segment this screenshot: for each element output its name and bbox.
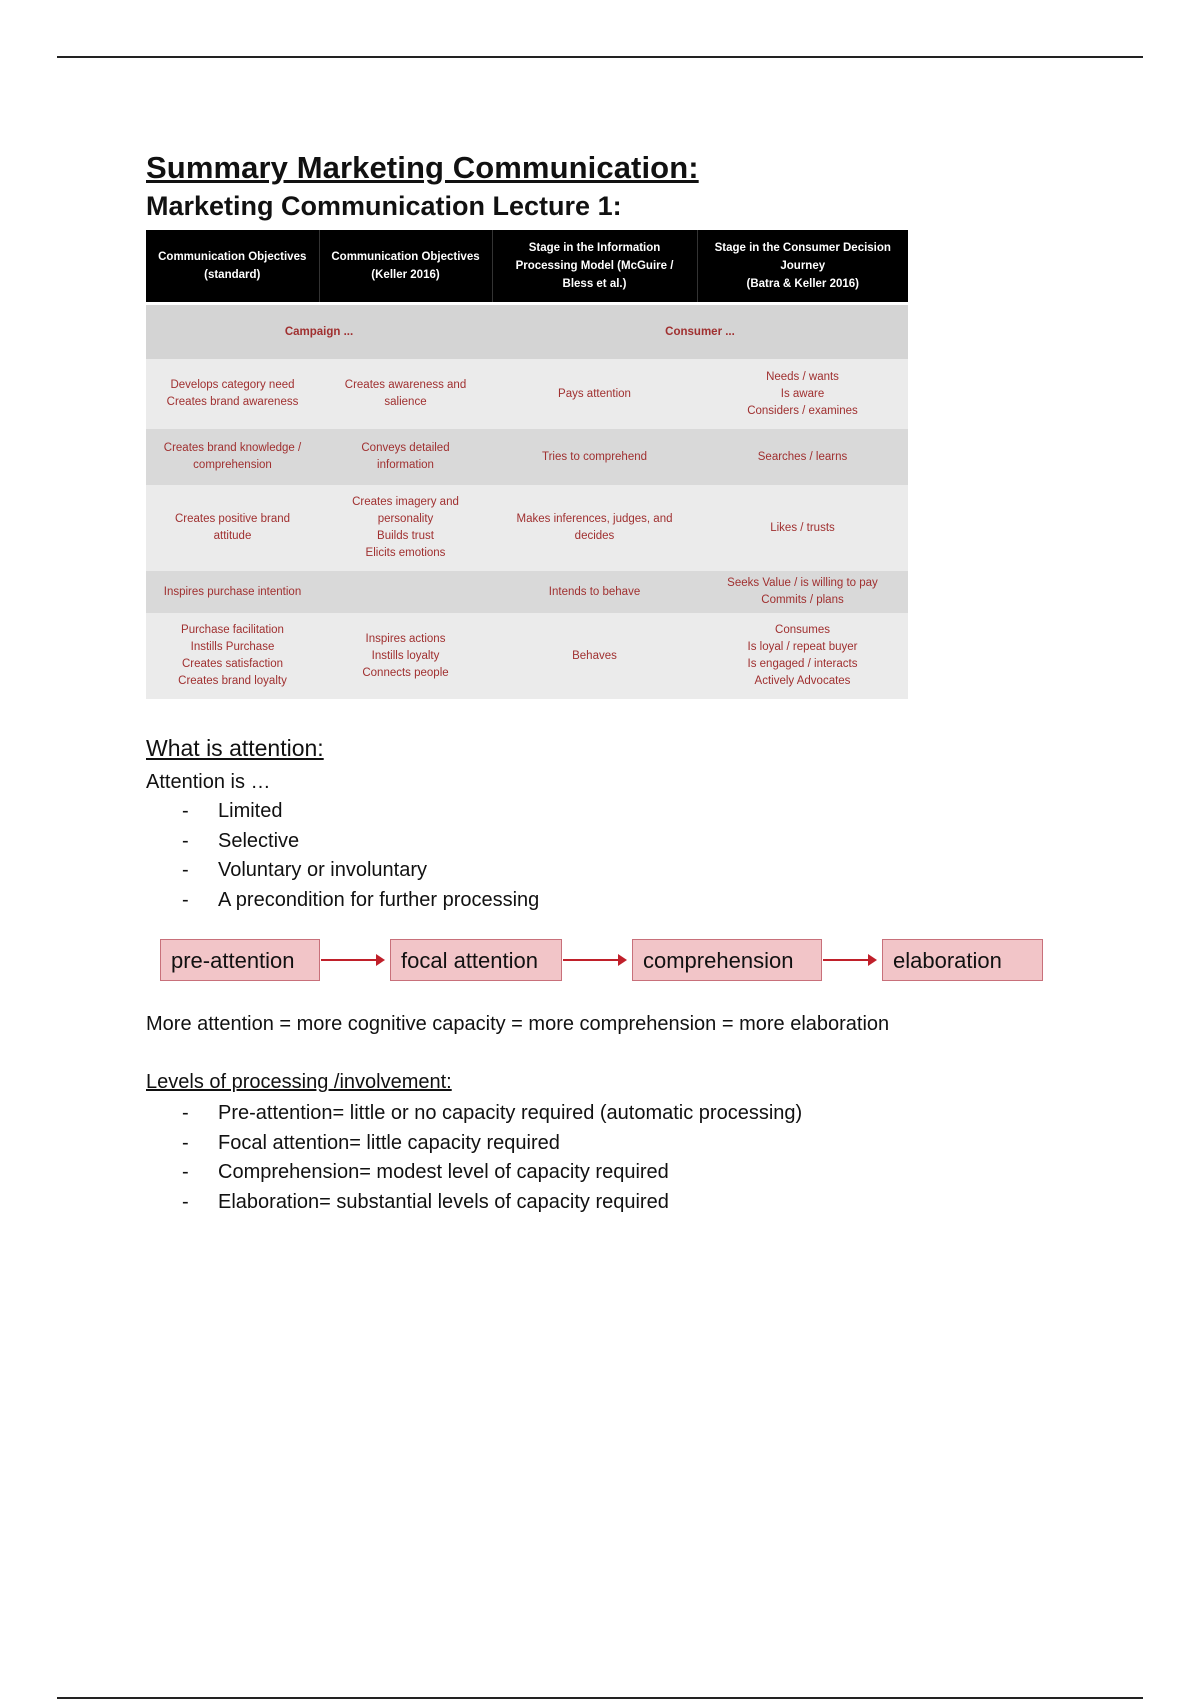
table-cell: Creates brand knowledge / comprehension <box>146 429 319 485</box>
communication-objectives-table <box>146 230 908 699</box>
table-cell: Creates awareness and salience <box>319 359 492 429</box>
table-cell: Behaves <box>492 613 697 699</box>
flow-step-elaboration: elaboration <box>882 939 1043 981</box>
table-cell: Searches / learns <box>697 429 908 485</box>
document-title: Summary Marketing Communication: <box>146 150 699 185</box>
flow-arrow <box>321 959 383 961</box>
attention-flow-diagram <box>146 929 1066 1009</box>
flow-arrow <box>563 959 625 961</box>
footer-rule <box>57 1697 1143 1699</box>
table-cell: Seeks Value / is willing to pay Commits / plans <box>697 571 908 613</box>
table-cell: Conveys detailed information <box>319 429 492 485</box>
group-consumer: Consumer ... <box>492 305 908 359</box>
table-cell: Likes / trusts <box>697 485 908 571</box>
list-item: - Selective <box>182 827 1066 857</box>
list-item: - Pre-attention= little or no capacity required (automatic processing) <box>182 1099 1066 1129</box>
header-cell-decision-journey: Stage in the Consumer Decision Journey (Batra & Keller 2016) <box>697 230 908 302</box>
table-cell: Inspires actions Instills loyalty Connects people <box>319 613 492 699</box>
table-cell: Makes inferences, judges, and decides <box>492 485 697 571</box>
table-cell: Purchase facilitation Instills Purchase Creates satisfaction Creates brand loyalty <box>146 613 319 699</box>
table-group-row <box>146 305 908 359</box>
document-content <box>146 148 1066 1217</box>
list-item: - Focal attention= little capacity required <box>182 1129 1066 1159</box>
table-cell: Needs / wants Is aware Considers / examines <box>697 359 908 429</box>
table-cell: Pays attention <box>492 359 697 429</box>
list-item: - Comprehension= modest level of capacity required <box>182 1158 1066 1188</box>
table-row <box>146 571 908 613</box>
table-row <box>146 429 908 485</box>
lecture-title: Marketing Communication Lecture 1: <box>146 191 622 221</box>
attention-heading: What is attention: <box>146 735 324 761</box>
list-item: - Limited <box>182 797 1066 827</box>
list-item: - Voluntary or involuntary <box>182 856 1066 886</box>
flow-arrow <box>823 959 875 961</box>
table-row <box>146 359 908 429</box>
flow-step-comprehension: comprehension <box>632 939 822 981</box>
levels-heading: Levels of processing /involvement: <box>146 1071 452 1093</box>
levels-list <box>146 1099 1066 1217</box>
attention-intro: Attention is … <box>146 771 271 793</box>
header-cell-information-processing: Stage in the Information Processing Model (McGuire / Bless et al.) <box>492 230 697 302</box>
table-cell: Inspires purchase intention <box>146 571 319 613</box>
table-row <box>146 613 908 699</box>
table-row <box>146 485 908 571</box>
attention-equation: More attention = more cognitive capacity = more comprehension = more elaboration <box>146 1013 890 1035</box>
table-header-row <box>146 230 908 302</box>
header-cell-keller: Communication Objectives (Keller 2016) <box>319 230 492 302</box>
header-rule <box>57 56 1143 58</box>
group-campaign: Campaign ... <box>146 305 492 359</box>
attention-list <box>146 797 1066 915</box>
table-cell <box>319 571 492 613</box>
table-cell: Creates imagery and personality Builds trust Elicits emotions <box>319 485 492 571</box>
table-cell: Consumes Is loyal / repeat buyer Is engaged / interacts Actively Advocates <box>697 613 908 699</box>
table-cell: Develops category need Creates brand awareness <box>146 359 319 429</box>
list-item: - A precondition for further processing <box>182 886 1066 916</box>
table-cell: Tries to comprehend <box>492 429 697 485</box>
flow-step-focal-attention: focal attention <box>390 939 562 981</box>
header-cell-standard: Communication Objectives (standard) <box>146 230 319 302</box>
table-cell: Creates positive brand attitude <box>146 485 319 571</box>
list-item: - Elaboration= substantial levels of capacity required <box>182 1188 1066 1218</box>
table-cell: Intends to behave <box>492 571 697 613</box>
flow-step-pre-attention: pre-attention <box>160 939 320 981</box>
